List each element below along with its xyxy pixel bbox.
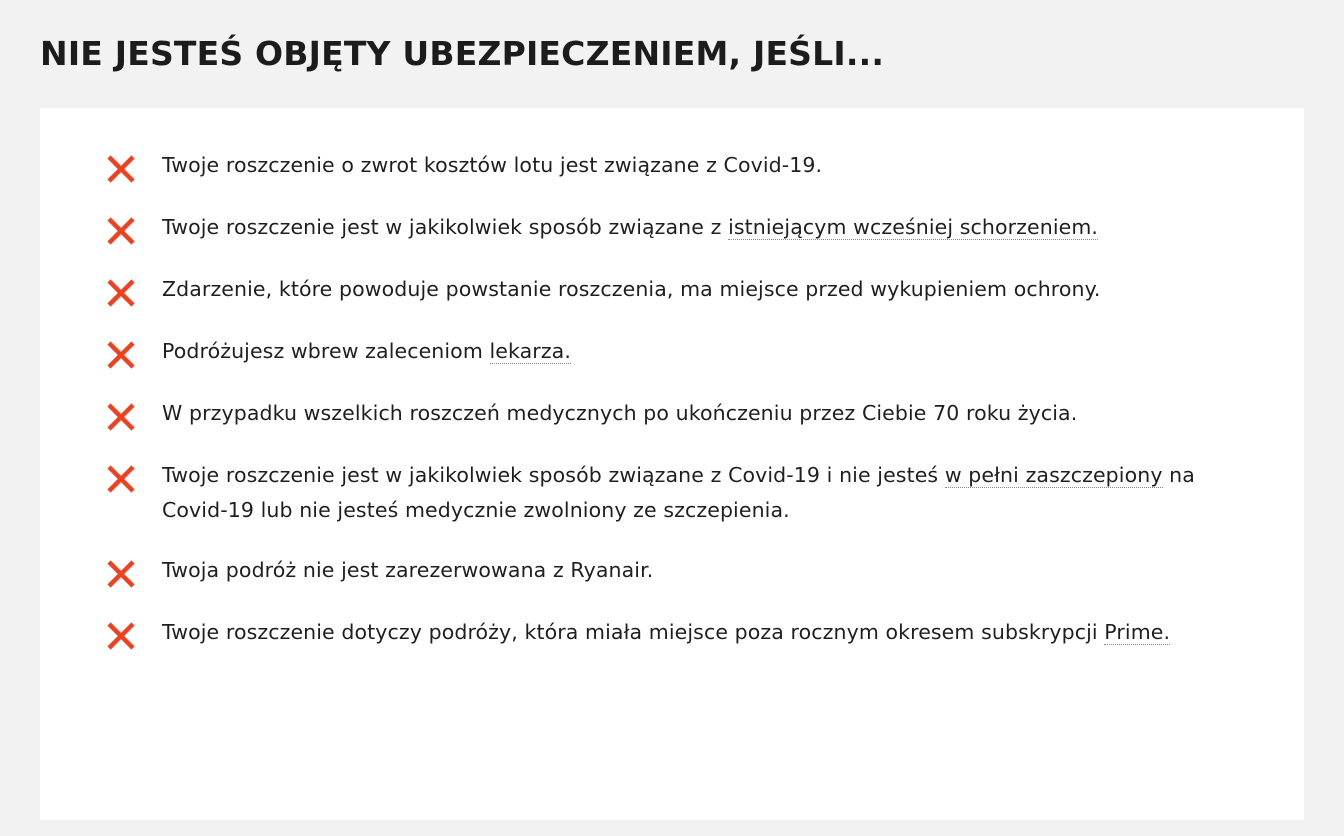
inline-link[interactable]: lekarza. bbox=[489, 339, 571, 363]
list-item-text bbox=[162, 210, 1098, 245]
cross-icon bbox=[104, 619, 138, 653]
cross-icon bbox=[104, 557, 138, 591]
exclusions-list bbox=[104, 148, 1248, 653]
cross-icon bbox=[104, 400, 138, 434]
list-item bbox=[104, 148, 1248, 186]
cross-icon bbox=[104, 276, 138, 310]
list-item bbox=[104, 396, 1248, 434]
inline-text: Twoje roszczenie o zwrot kosztów lotu jest związane z Covid-19. bbox=[162, 153, 823, 177]
list-item bbox=[104, 553, 1248, 591]
cross-icon bbox=[104, 338, 138, 372]
exclusions-card bbox=[40, 108, 1304, 820]
list-item-text bbox=[162, 553, 653, 588]
list-item bbox=[104, 458, 1248, 529]
list-item bbox=[104, 334, 1248, 372]
list-item bbox=[104, 615, 1248, 653]
inline-text: Twoje roszczenie jest w jakikolwiek sposób związane z Covid-19 i nie jesteś bbox=[162, 463, 945, 487]
list-item-text bbox=[162, 334, 571, 369]
list-item bbox=[104, 272, 1248, 310]
cross-icon bbox=[104, 214, 138, 248]
list-item-text bbox=[162, 396, 1077, 431]
list-item bbox=[104, 210, 1248, 248]
list-item-text bbox=[162, 458, 1248, 529]
page-title: NIE JESTEŚ OBJĘTY UBEZPIECZENIEM, JEŚLI... bbox=[40, 34, 885, 73]
inline-link[interactable]: w pełni zaszczepiony bbox=[944, 463, 1163, 487]
inline-text: Twoje roszczenie dotyczy podróży, która miała miejsce poza rocznym okresem subskrypcji bbox=[162, 619, 1105, 644]
inline-link[interactable]: Prime. bbox=[1104, 619, 1171, 644]
cross-icon bbox=[104, 462, 138, 496]
cross-icon bbox=[104, 152, 138, 186]
list-item-text bbox=[162, 615, 1170, 650]
inline-link[interactable]: istniejącym wcześniej schorzeniem. bbox=[728, 215, 1099, 239]
list-item-text bbox=[162, 148, 822, 183]
list-item-text bbox=[162, 272, 1101, 307]
inline-text: Twoje roszczenie jest w jakikolwiek sposób związane z bbox=[162, 215, 729, 239]
inline-text: na Covid-19 lub nie jesteś medycznie zwolniony ze szczepienia. bbox=[162, 463, 1195, 523]
inline-text: W przypadku wszelkich roszczeń medycznych po ukończeniu przez Ciebie 70 roku życia. bbox=[162, 401, 1078, 425]
inline-text: Twoja podróż nie jest zarezerwowana z Ryanair. bbox=[162, 557, 654, 582]
inline-text: Zdarzenie, które powoduje powstanie roszczenia, ma miejsce przed wykupieniem ochrony. bbox=[162, 277, 1101, 301]
inline-text: Podróżujesz wbrew zaleceniom bbox=[162, 339, 490, 363]
